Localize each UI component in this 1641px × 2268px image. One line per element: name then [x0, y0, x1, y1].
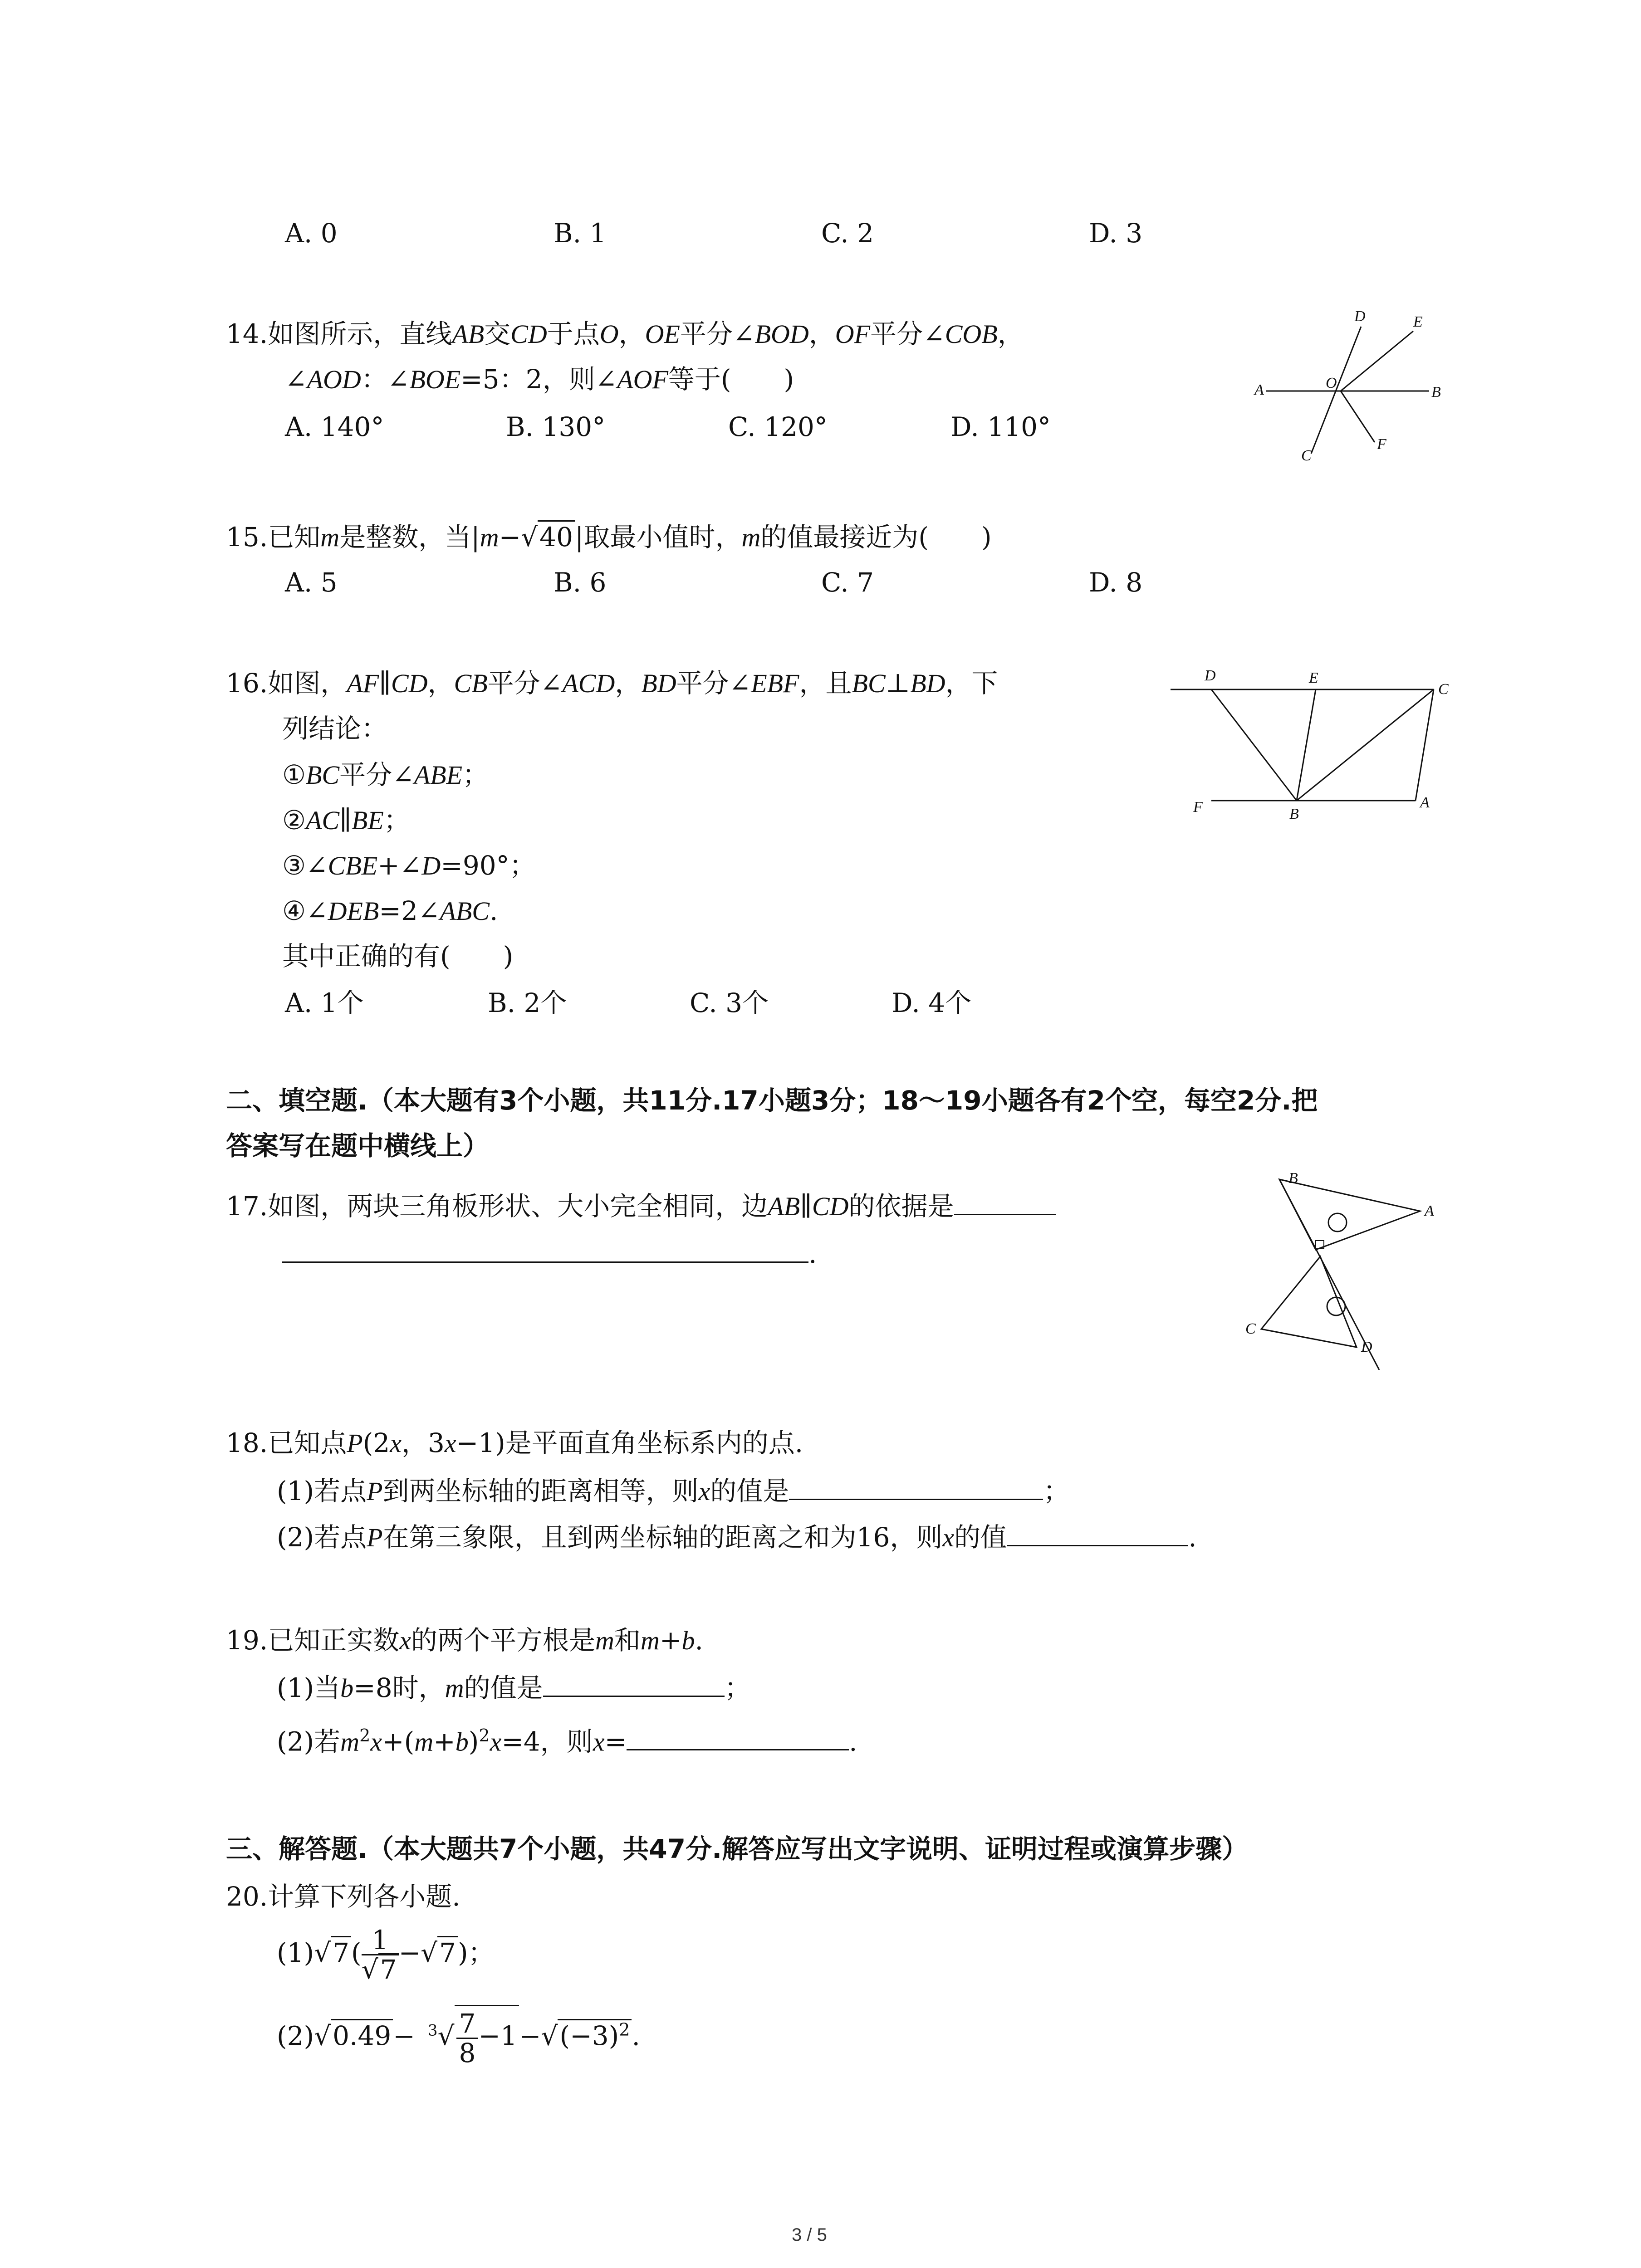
q14-ray-oe — [1341, 331, 1413, 391]
q19-answer-blank-2[interactable] — [627, 1724, 849, 1750]
q15-line1: 15.已知m是整数，当|m−√40|取最小值时，m的值最接近为( ) — [226, 521, 992, 554]
q14-option-d: D. 110° — [950, 411, 1051, 442]
q17-line1: 17.如图，两块三角板形状、大小完全相同，边AB∥CD的依据是 — [226, 1188, 1056, 1223]
q16-label-d: D — [1205, 667, 1216, 684]
q16-number: 16. — [226, 668, 268, 699]
page-number: 3 / 5 — [792, 2225, 827, 2245]
q17-answer-blank-1[interactable] — [954, 1188, 1056, 1215]
q16-statement-1: ①BC平分∠ABE； — [282, 759, 489, 790]
q16-statement-4: ④∠DEB=2∠ABC. — [282, 895, 498, 926]
q20-part2: (2)√0.49− $^3$√ $\frac{7}{8}$ $-1-√(-3)^2$. — [277, 2000, 640, 2067]
q14-label-c: C — [1301, 447, 1312, 464]
q13-option-c: C. 2 — [821, 218, 874, 249]
q15-option-c: C. 7 — [821, 567, 874, 598]
q16-option-c: C. 3个 — [690, 987, 769, 1018]
q16-statement-3: ③∠CBE+∠D=90°； — [282, 850, 536, 881]
sqrt-symbol: √ — [421, 1937, 438, 1968]
q14-label-a: A — [1254, 381, 1264, 398]
q19-number: 19. — [226, 1625, 268, 1656]
q16-line2: 列结论： — [282, 713, 388, 744]
q17-label-a: A — [1425, 1202, 1434, 1219]
q18-answer-blank-1[interactable] — [789, 1473, 1043, 1500]
q13-option-d: D. 3 — [1089, 218, 1143, 249]
q17-triangle-top — [1279, 1179, 1420, 1250]
q19-part2: (2)若$m^2x+(m+b)^2x=4$，则x= . — [277, 1719, 857, 1758]
q17-circle-top — [1328, 1213, 1347, 1232]
q14-option-c: C. 120° — [728, 411, 828, 442]
q16-option-d: D. 4个 — [892, 987, 972, 1018]
q16-seg-db — [1211, 689, 1297, 801]
q14-label-b: B — [1431, 384, 1441, 401]
q20-line1: 20.计算下列各小题. — [226, 1881, 460, 1912]
q17-label-d: D — [1361, 1339, 1372, 1355]
q19-answer-blank-1[interactable] — [543, 1670, 725, 1697]
q18-answer-blank-2[interactable] — [1007, 1520, 1188, 1546]
q15-option-d: D. 8 — [1089, 567, 1143, 598]
q17-label-c: C — [1245, 1320, 1256, 1337]
q20-fraction-1: $\frac{1}{√7}$ — [362, 1926, 399, 1984]
q18-part2: (2)若点P在第三象限，且到两坐标轴的距离之和为16，则x的值 . — [277, 1520, 1197, 1554]
q16-label-b: B — [1289, 806, 1299, 822]
q17-number: 17. — [226, 1191, 268, 1222]
q17-circle-bottom — [1327, 1297, 1345, 1315]
q17-figure — [1225, 1170, 1461, 1370]
q17-answer-blank-2[interactable] — [282, 1236, 808, 1263]
q14-label-d: D — [1354, 308, 1366, 325]
q16-figure — [1161, 658, 1470, 830]
section3-heading: 三、解答题.（本大题共7个小题，共47分.解答应写出文字说明、证明过程或演算步骤） — [226, 1833, 1249, 1864]
q14-figure — [1243, 304, 1461, 472]
q16-label-f: F — [1193, 799, 1203, 816]
q16-seg-eb — [1297, 689, 1316, 801]
q16-seg-ca — [1416, 689, 1434, 801]
q17-triangle-bottom — [1261, 1256, 1357, 1347]
q17-line2: . — [282, 1236, 817, 1270]
q16-option-a: A. 1个 — [285, 987, 364, 1018]
q13-option-a: A. 0 — [285, 218, 338, 249]
q15-number: 15. — [226, 522, 268, 552]
q16-seg-cb — [1297, 689, 1434, 801]
q13-option-b: B. 1 — [554, 218, 607, 249]
q18-line1: 18.已知点P(2x，3x−1)是平面直角坐标系内的点. — [226, 1427, 803, 1458]
q14-label-o: O — [1326, 375, 1337, 391]
q19-part1: (1)当b=8时，m的值是 ； — [277, 1670, 751, 1705]
q20-part1: (1)√7( $\frac{1}{√7}$ −√7)； — [277, 1925, 495, 1985]
q16-label-a: A — [1420, 794, 1430, 811]
q18-part1: (1)若点P到两坐标轴的距离相等，则x的值是 ； — [277, 1473, 1069, 1508]
sqrt-symbol: √ — [437, 2020, 455, 2052]
q14-number: 14. — [226, 318, 268, 349]
sqrt-symbol: √ — [521, 522, 538, 552]
q14-option-b: B. 130° — [506, 411, 606, 442]
q15-radicand: 40 — [538, 520, 575, 552]
q14-label-f: F — [1377, 436, 1386, 453]
q16-question: 其中正确的有( ) — [282, 941, 514, 972]
section2-heading-line2: 答案写在题中横线上） — [226, 1130, 490, 1161]
q14-line1: 14.如图所示，直线AB交CD于点O，OE平分∠BOD，OF平分∠COB， — [226, 318, 1024, 349]
q17-label-b: B — [1288, 1170, 1298, 1187]
q16-label-e: E — [1309, 670, 1318, 686]
q15-option-a: A. 5 — [285, 567, 338, 598]
q15-option-b: B. 6 — [554, 567, 607, 598]
sqrt-symbol: √ — [314, 2020, 331, 2052]
cube-root-index: 3 — [427, 2022, 438, 2040]
q16-option-b: B. 2个 — [488, 987, 567, 1018]
q20-fraction-2: $\frac{7}{8}$ — [456, 2009, 479, 2067]
q14-line2: ∠AOD：∠BOE=5：2，则∠AOF等于( ) — [285, 364, 794, 395]
q20-number: 20. — [226, 1881, 268, 1912]
sqrt-symbol: √ — [361, 1954, 378, 1985]
q16-label-c: C — [1438, 681, 1449, 698]
q18-number: 18. — [226, 1427, 268, 1458]
q14-label-e: E — [1413, 313, 1423, 330]
sqrt-symbol: √ — [314, 1937, 331, 1968]
section2-heading-line1: 二、填空题.（本大题有3个小题，共11分.17小题3分；18～19小题各有2个空，每空2分.把 — [226, 1085, 1318, 1116]
q16-line1: 16.如图，AF∥CD，CB平分∠ACD，BD平分∠EBF，且BC⊥BD，下 — [226, 668, 998, 699]
q14-ray-of — [1341, 391, 1375, 442]
sqrt-symbol: √ — [541, 2020, 558, 2052]
q14-option-a: A. 140° — [285, 411, 384, 442]
q19-line1: 19.已知正实数x的两个平方根是m和m+b. — [226, 1625, 703, 1656]
q16-statement-2: ②AC∥BE； — [282, 805, 410, 836]
